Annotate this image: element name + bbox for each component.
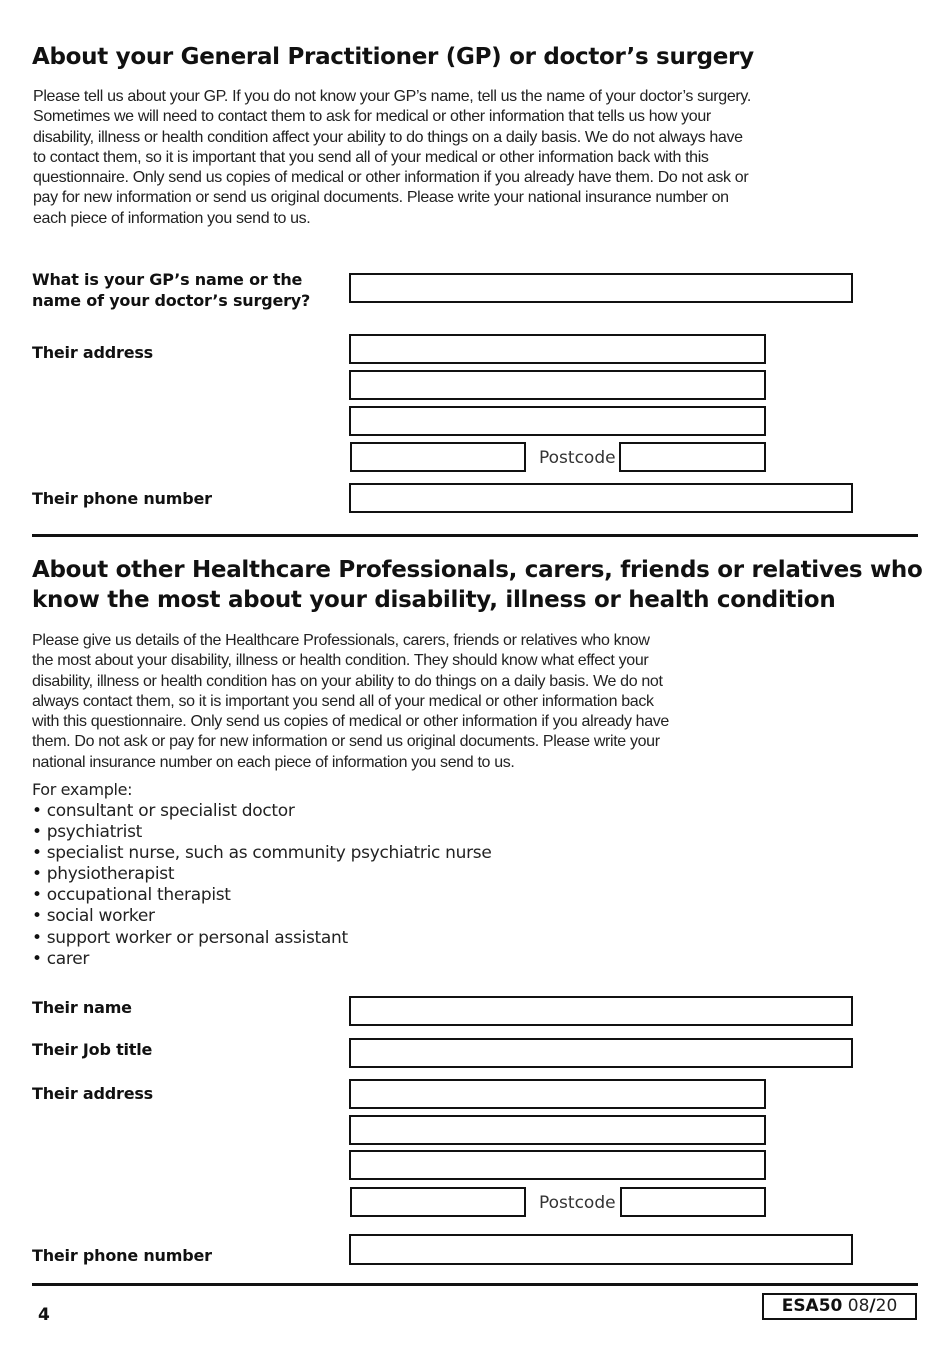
other-section-title (32, 555, 923, 615)
examples-heading: For example: (32, 780, 133, 799)
gp-address-line-1[interactable] (349, 334, 766, 364)
other-section-title-line1: About other Healthcare Professionals, carers, friends or relatives who (32, 557, 923, 583)
gp-name-label (32, 269, 310, 311)
intro-line: questionnaire. Only send us copies of medical or other information if you already have them. Do not ask or (33, 169, 749, 187)
other-postcode-label: Postcode (539, 1193, 616, 1213)
gp-postcode-input[interactable] (619, 442, 766, 472)
intro-line: with this questionnaire. Only send us copies of medical or other information if you already have (32, 713, 669, 731)
gp-address-line-2[interactable] (349, 370, 766, 400)
example-item: • psychiatrist (32, 822, 492, 843)
examples-list (32, 801, 492, 970)
form-code: ESA50 (781, 1296, 843, 1316)
intro-line: to contact them, so it is important that you send all of your medical or other information back with this (33, 148, 709, 166)
intro-line: Please tell us about your GP. If you do not know your GP’s name, tell us the name of your doctor’s surgery. (33, 88, 751, 105)
form-code-badge (762, 1293, 917, 1320)
gp-section-title: About your General Practitioner (GP) or doctor’s surgery (32, 44, 754, 70)
gp-name-label-line2: name of your doctor’s surgery? (32, 291, 311, 310)
intro-line: the most about your disability, illness or health condition. They should know what effect your (32, 652, 649, 670)
other-phone-input[interactable] (349, 1234, 853, 1265)
other-name-input[interactable] (349, 996, 853, 1026)
example-item: • physiotherapist (32, 864, 492, 885)
other-section-title-line2: know the most about your disability, illness or health condition (32, 587, 836, 613)
gp-address-line-3[interactable] (349, 406, 766, 436)
example-item: • occupational therapist (32, 885, 492, 906)
gp-name-label-line1: What is your GP’s name or the (32, 270, 303, 289)
gp-phone-input[interactable] (349, 483, 853, 513)
other-address-line-2[interactable] (349, 1115, 766, 1145)
other-address-label: Their address (32, 1084, 153, 1103)
form-version-separator: / (869, 1296, 876, 1316)
intro-line: disability, illness or health condition affect your ability to do things on a daily basis. We do not always have (33, 128, 743, 146)
intro-line: disability, illness or health condition has on your ability to do things on a daily basis. We do not (32, 672, 663, 690)
example-item: • support worker or personal assistant (32, 928, 492, 949)
intro-line: Sometimes we will need to contact them to ask for medical or other information that tells us how your (33, 108, 711, 126)
example-item: • social worker (32, 906, 492, 927)
intro-line: Please give us details of the Healthcare Professionals, carers, friends or relatives who know (32, 632, 650, 649)
page-number: 4 (38, 1305, 50, 1325)
gp-phone-label: Their phone number (32, 489, 212, 508)
other-section-intro (32, 631, 792, 773)
other-address-line-1[interactable] (349, 1079, 766, 1109)
form-version-month: 08 (847, 1296, 870, 1316)
other-job-input[interactable] (349, 1038, 853, 1068)
other-phone-label: Their phone number (32, 1246, 212, 1265)
gp-section-intro (33, 87, 913, 229)
intro-line: each piece of information you send to us. (33, 209, 311, 227)
example-item: • carer (32, 949, 492, 970)
gp-postcode-label: Postcode (539, 448, 616, 468)
intro-line: always contact them, so it is important you send all of your medical or other information back (32, 692, 654, 710)
footer-divider (32, 1283, 918, 1286)
other-job-label: Their Job title (32, 1040, 153, 1059)
other-address-line-4[interactable] (350, 1187, 526, 1217)
form-version-year: 20 (875, 1296, 898, 1316)
gp-name-input[interactable] (349, 273, 853, 303)
gp-address-label: Their address (32, 343, 153, 362)
other-name-label: Their name (32, 998, 132, 1017)
intro-line: national insurance number on each piece of information you send to us. (32, 753, 515, 771)
intro-line: them. Do not ask or pay for new information or send us original documents. Please write your (32, 733, 660, 751)
intro-line: pay for new information or send us original documents. Please write your national insurance number on (33, 189, 729, 207)
other-address-line-3[interactable] (349, 1150, 766, 1180)
section-divider (32, 534, 918, 537)
other-postcode-input[interactable] (620, 1187, 766, 1217)
gp-address-line-4[interactable] (350, 442, 526, 472)
example-item: • consultant or specialist doctor (32, 801, 492, 822)
example-item: • specialist nurse, such as community psychiatric nurse (32, 843, 492, 864)
